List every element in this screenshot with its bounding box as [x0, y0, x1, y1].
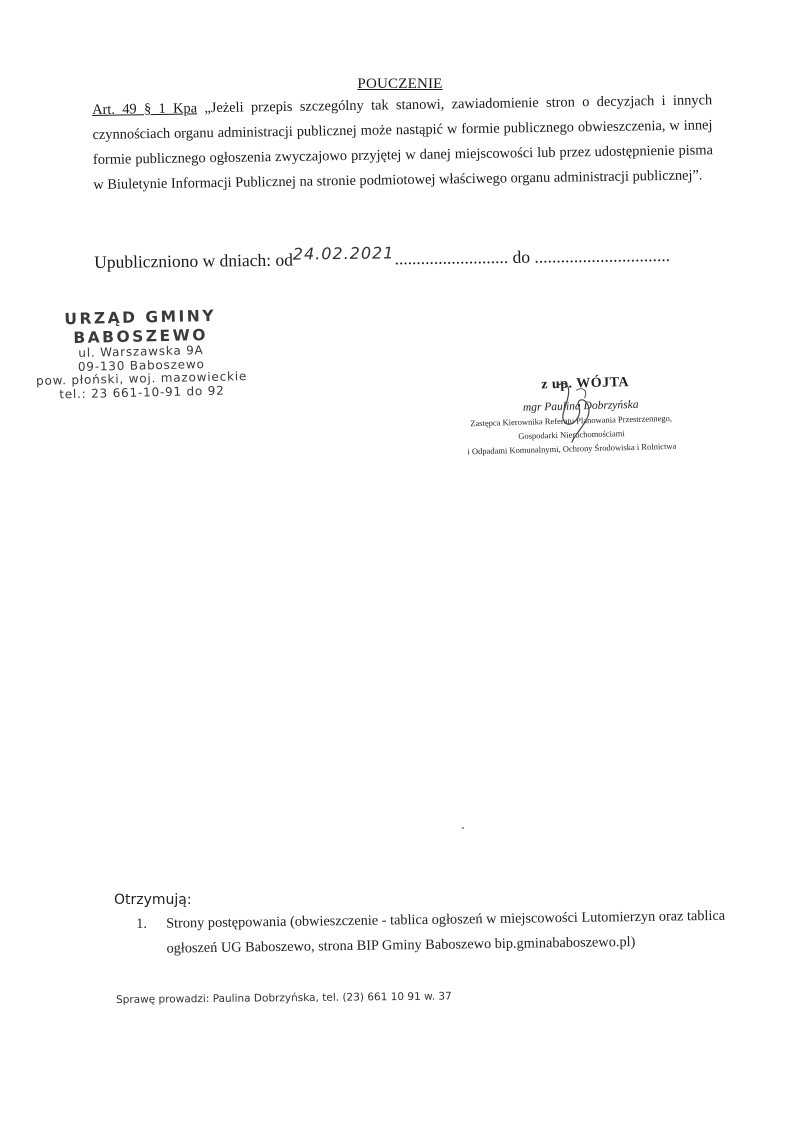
publication-prefix: Upubliczniono w dniach: od: [94, 249, 294, 272]
article-reference: Art. 49 § 1 Kpa: [92, 100, 198, 118]
stamp-postal: 09-130 Baboszewo: [77, 356, 205, 374]
signature-block: [440, 373, 702, 458]
case-handler-footer: Sprawę prowadzi: Paulina Dobrzyńska, tel. (23) 661 10 91 w. 37: [116, 990, 452, 1006]
publication-dates-line: [94, 243, 671, 273]
publication-to-dots: ...............................: [534, 244, 671, 267]
stamp-gmina-name: BABOSZEWO: [73, 325, 209, 348]
stamp-phone: tel.: 23 661-10-91 do 92: [59, 383, 225, 401]
publication-date-from: 24.02.2021: [292, 243, 395, 264]
document-title: POUCZENIE: [357, 76, 443, 92]
signature-role-line-1: Zastępca Kierownika Referatu Planowania Przestrzennego,: [470, 412, 673, 429]
stamp-street: ul. Warszawska 9A: [78, 343, 204, 360]
signature-role-line-2: Gospodarki Nieruchomościami: [518, 428, 625, 441]
signature-authority: z up. WÓJTA: [541, 375, 630, 393]
signature-role-line-3: i Odpadami Komunalnymi, Ochrony Środowiska i Rolnictwa: [467, 440, 677, 457]
recipients-heading: Otrzymują:: [114, 892, 192, 908]
stamp-district: pow. płoński, woj. mazowieckie: [35, 369, 248, 388]
scan-speck: [462, 827, 464, 829]
list-item: [136, 904, 727, 962]
article-paragraph: [92, 88, 713, 198]
office-stamp: [30, 305, 252, 402]
publication-from-dots: ..........................: [394, 246, 509, 269]
signature-name: mgr Paulina Dobrzyńska: [522, 398, 639, 414]
stamp-office-name: URZĄD GMINY: [64, 306, 217, 329]
recipients-list: [136, 904, 727, 962]
recipient-text: Strony postępowania (obwieszczenie - tablica ogłoszeń w miejscowości Lutomierzyn oraz tablica ogłoszeń UG Baboszewo, strona BIP Gminy Baboszewo bip.gminababoszewo.pl): [166, 907, 726, 957]
article-quote: „Jeżeli przepis szczególny tak stanowi, zawiadomienie stron o decyzjach i innych czynnościach organu administracji publicznej może nastąpić w formie publicznego obwieszczenia, w innej formie publicznego ogłoszenia zwyczajowo przyjętej w danej miejscowości lub przez udostępnienie pisma w Biuletynie Informacji Publicznej na stronie podmiotowej właściwego organu administracji publicznej”.: [92, 92, 714, 193]
recipient-number: 1.: [136, 915, 148, 932]
publication-to-label: do: [512, 246, 531, 267]
handwritten-signature-icon: [548, 376, 610, 448]
